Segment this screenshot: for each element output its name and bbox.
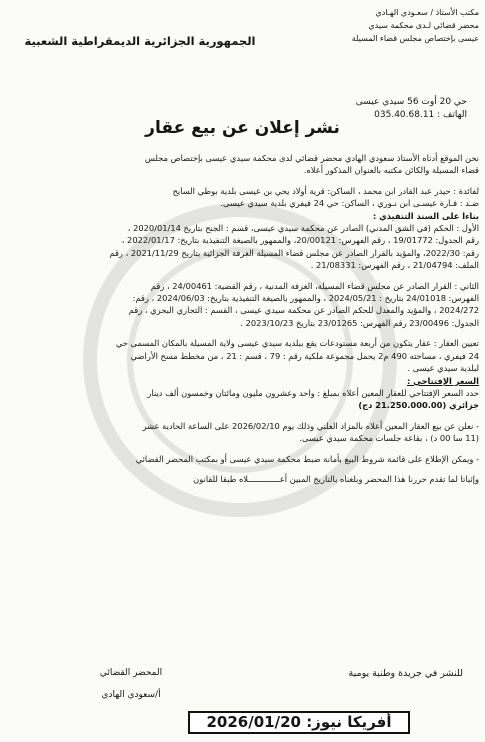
body-line: السعر الإفتتاحي : xyxy=(406,375,479,386)
notice-title: نشر إعلان عن بيع عقار xyxy=(145,118,340,138)
body-line: تعيين العقار : عقار يتكون من أربعة مستودعات يقع ببلدية سيدي عيسى ولاية المسيلة بالمكان المسمى حي xyxy=(115,338,479,349)
publication-date: 2026/01/20 xyxy=(206,713,301,731)
body-line: - ويمكن الإطلاع على قائمة شروط البيع بأمانة ضبط محكمة سيدي عيسى أو بمكتب المحضر القضائي xyxy=(135,453,479,464)
body-line: لبلدية سيدي عيسى . xyxy=(407,363,479,374)
body-line: جزائري (21.250.000.00 دج) xyxy=(358,400,479,411)
body-line: وإثباتا لما تقدم حررنا هذا المحضر وبلغناه بالتاريخ المبين أعـــــــــــــلاه طبقا للقانون xyxy=(193,473,479,484)
newspaper-date-banner xyxy=(188,711,410,734)
officer-name: أ/سعودي الهادي xyxy=(101,690,161,700)
office-line: عيسى بإختصاص مجلس قضاء المسيلة xyxy=(351,34,479,43)
body-line: 2024/272 ، والمؤيد والمعدل للحكم الصادر عن محكمة سيدي عيسى ، القسم : التجاري البحري ، رقم xyxy=(128,305,479,316)
officer-role: المحضر القضائي xyxy=(99,668,163,678)
body-line: الأول : الحكم (في الشق المدني) الصادر عن محكمة سيدي عيسى، قسم : الجنح بتاريخ 2020/01/14 ، xyxy=(127,223,479,234)
body-line: (11 سا 00 د) ، بقاعة جلسات محكمة سيدي عيسى. xyxy=(299,433,479,444)
officer-signature-block xyxy=(96,662,166,706)
newspaper-name: أفريكا نيوز: xyxy=(306,713,392,731)
body-line: الملف: 21/04794 ، رقم الفهرس: 21/08331 . xyxy=(310,260,479,271)
body-line: - نعلن عن بيع العقار المعين أعلاه بالمزاد العلني وذلك يوم 2026/02/10 على الساعة الحادية عشر xyxy=(142,420,479,431)
body-line: رقم الجدول: 19/01772 ، رقم الفهرس: 20/00121، والممهور بالصيغة التنفيذية بتاريخ: 2022/01/17 ، xyxy=(121,235,479,246)
body-line: الفهرس: 24/01018 بتاريخ : 2024/05/21 ، والممهور بالصيغة التنفيذية بتاريخ: 2024/06/03 ، رقم: xyxy=(132,293,479,304)
republic-name: الجمهورية الجزائرية الديمقراطية الشعبية xyxy=(24,34,256,48)
body-line: 24 فيفري ، مساحته 490 م2 يحمل مجموعة ملكية رقم : 79 ، قسم : 21 ، من مخطط مسح الأراضي xyxy=(130,350,479,361)
body-line: الثاني : القرار الصادر عن مجلس قضاء المسيلة، الغرفة المدنية ، رقم القضية: 24/00461 ، رقم xyxy=(150,280,479,291)
body-line: لفائدة : حيدر عبد القادر ابن محمد ، الساكن: قرية أولاد يحي بن عيسى بلدية بوطي السايح xyxy=(172,185,479,196)
body-line: حدد السعر الإفتتاحي للعقار المعين أعلاه بمبلغ : واحد وعشرون مليون ومائتان وخمسون ألف دينار xyxy=(147,387,479,398)
publication-note: للنشر في جريدة وطنية يومية xyxy=(348,668,463,679)
notice-body xyxy=(8,152,479,485)
body-line: نحن الموقع أدناه الأستاذ سعودي الهادي محضر قضائي لدى محكمة سيدي عيسى بإختصاص مجلس xyxy=(144,153,479,163)
phone-line: الهاتف : 035.40.68.11 xyxy=(374,110,467,120)
office-line: محضر قضائي لـدى محكمة سيدي xyxy=(368,21,479,30)
body-line: الجدول: 23/00496 رقم الفهرس: 23/01265 بتاريخ 2023/10/23 . xyxy=(240,317,479,328)
body-line: ضـد : فـارة عيسـى ابن نـوري ، الساكن: حي 24 فيفري بلدية سيدي عيسى. xyxy=(220,198,479,209)
body-line: قضاء المسيلة والكائن مكتبه بالعنوان المذكور أعلاه. xyxy=(303,165,479,176)
office-line: مكتب الأستاذ / سعـودي الهـادي xyxy=(375,8,479,17)
address-line: حي 20 أوت 56 سيدي عيسى xyxy=(355,97,467,107)
bailiff-office-header xyxy=(289,6,479,45)
body-line: رقم: 2022/30، والمؤيد بالقرار الصادر عن مجلس قضاء المسيلة الغرفة الجزائية بتاريخ 2021/11/29 ، رقم xyxy=(109,247,479,258)
body-line: بناءا على السند التنفيذي : xyxy=(372,210,479,221)
